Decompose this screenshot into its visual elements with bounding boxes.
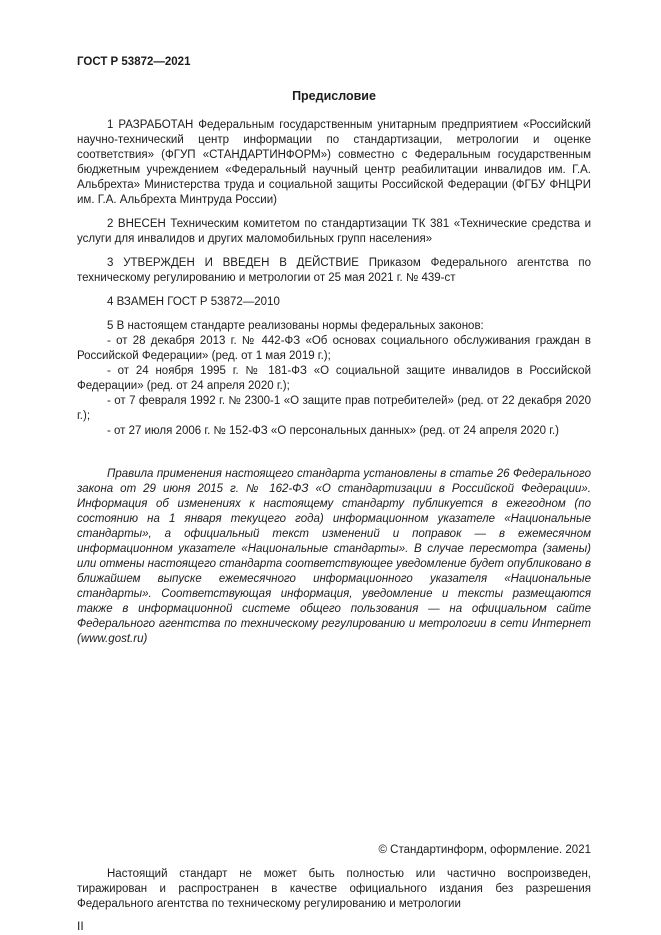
foreword-item-replaces: 4 ВЗАМЕН ГОСТ Р 53872—2010	[107, 296, 280, 308]
page-number: II	[77, 919, 84, 933]
foreword-item-submitted: 2 ВНЕСЕН Техническим комитетом по стандартизации ТК 381 «Технические средства и услуги для инвалидов и других маломобильных групп населения»	[77, 218, 591, 245]
copyright-line: © Стандартинформ, оформление. 2021	[378, 844, 591, 856]
law-reference: - от 28 декабря 2013 г. № 442-ФЗ «Об основах социального обслуживания граждан в Российской Федерации» (ред. от 1 мая 2019 г.);	[77, 335, 591, 362]
reproduction-disclaimer: Настоящий стандарт не может быть полностью или частично воспроизведен, тиражирован и распространен в качестве официального издания без разрешения Федерального агентства по техническому регулированию и метрологии	[77, 868, 591, 910]
foreword-body	[77, 118, 591, 647]
application-rules-note: Правила применения настоящего стандарта установлены в статье 26 Федерального закона от 29 июня 2015 г. № 162-ФЗ «О стандартизации в Российской Федерации». Информация об изменениях к настоящему стандарту публикуется в ежегодном (по состоянию на 1 января текущего года) информационном указателе «Национальные стандарты», а официальный текст изменений и поправок — в ежемесячном информационном указателе «Национальные стандарты». В случае пересмотра (замены) или отмены настоящего стандарта соответствующее уведомление будет опубликовано в ближайшем выпуске ежемесячного информационного указателя «Национальные стандарты». Соответствующая информация, уведомление и тексты размещаются также в информационной системе общего пользования — на официальном сайте Федерального агентства по техническому регулированию и метрологии в сети Интернет (www.gost.ru)	[77, 468, 591, 645]
law-reference: - от 27 июля 2006 г. № 152-ФЗ «О персональных данных» (ред. от 24 апреля 2020 г.)	[107, 425, 560, 437]
foreword-item-developed: 1 РАЗРАБОТАН Федеральным государственным унитарным предприятием «Российский научно-технический центр информации по стандартизации, метрологии и оценке соответствия» (ФГУП «СТАНДАРТИНФОРМ») совместно с Федеральным государственным бюджетным учреждением «Федеральный научный центр реабилитации инвалидов им. Г.А. Альбрехта» Министерства труда и социальной защиты Российской Федерации (ФГБУ ФНЦРИ им. Г.А. Альбрехта Минтруда России)	[77, 119, 591, 206]
document-code: ГОСТ Р 53872—2021	[77, 56, 191, 68]
foreword-item-laws-intro: 5 В настоящем стандарте реализованы нормы федеральных законов:	[107, 320, 484, 332]
foreword-item-approved: 3 УТВЕРЖДЕН И ВВЕДЕН В ДЕЙСТВИЕ Приказом Федерального агентства по техническому регулированию и метрологии от 25 мая 2021 г. № 439-ст	[77, 257, 591, 284]
law-reference: - от 24 ноября 1995 г. № 181-ФЗ «О социальной защите инвалидов в Российской Федерации» (ред. от 24 апреля 2020 г.);	[77, 365, 591, 392]
page-title: Предисловие	[292, 89, 376, 103]
law-reference: - от 7 февраля 1992 г. № 2300-1 «О защите прав потребителей» (ред. от 22 декабря 2020 г.);	[77, 395, 591, 422]
